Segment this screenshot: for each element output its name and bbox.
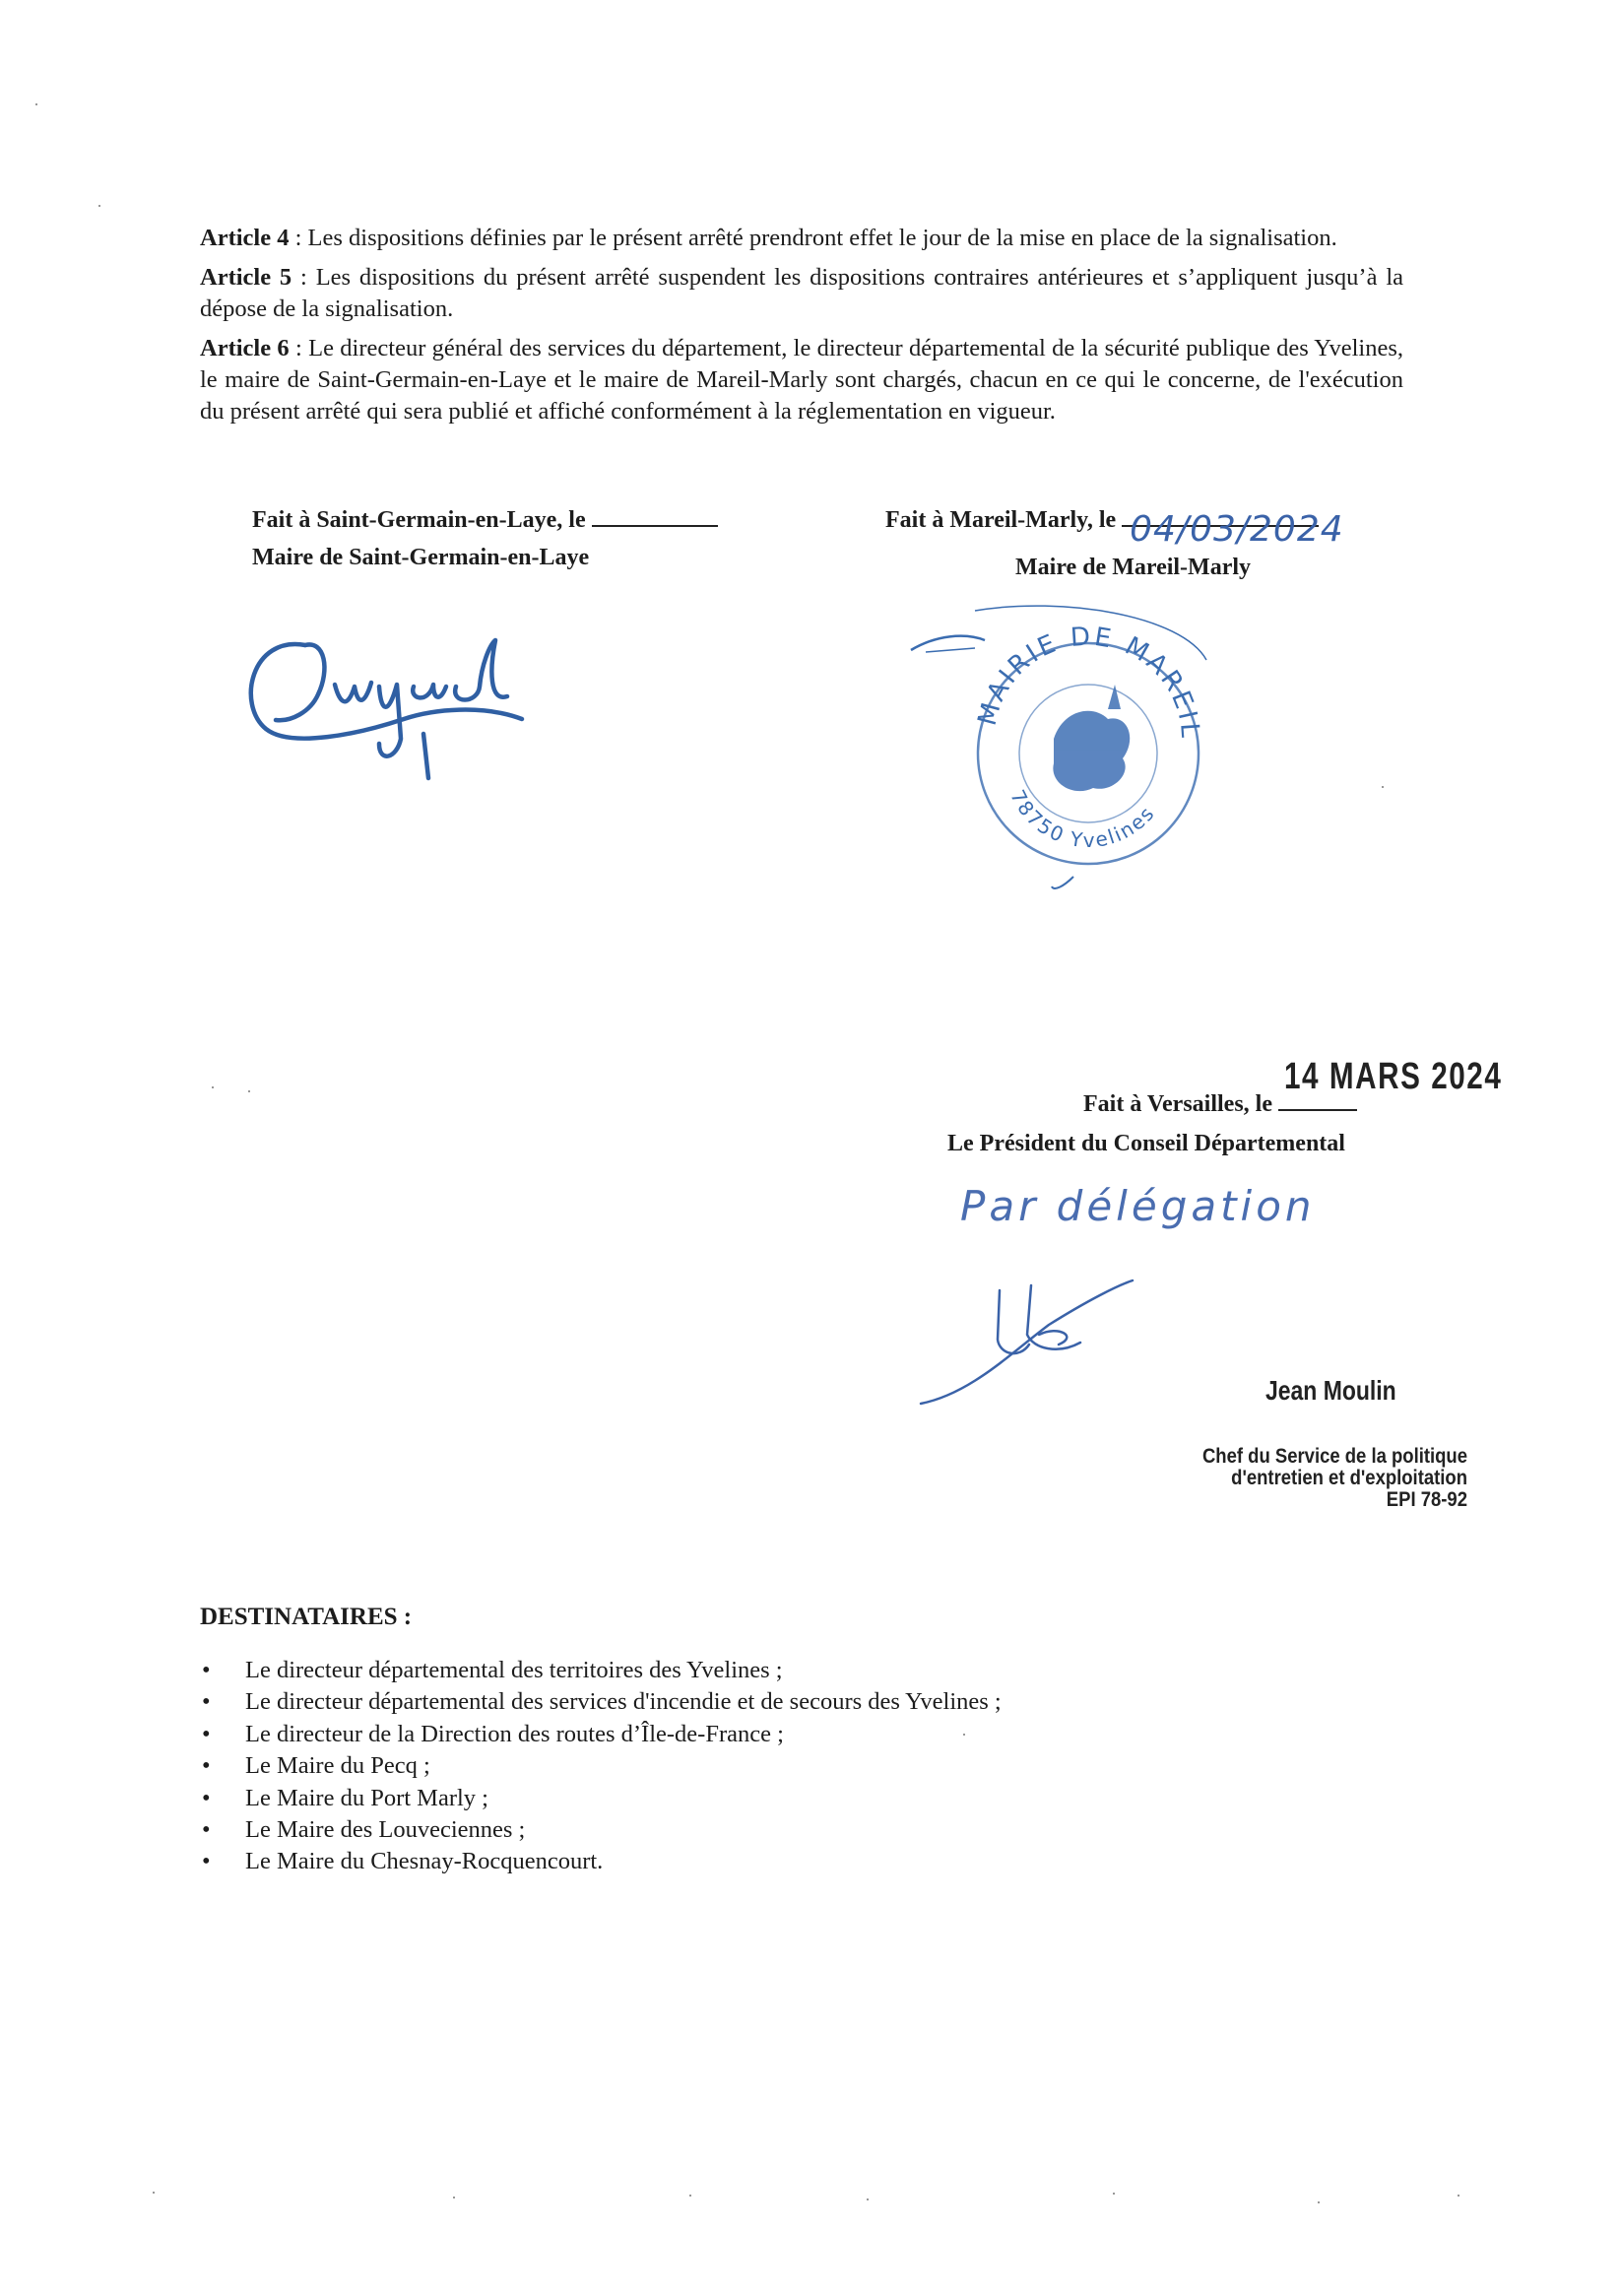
scan-speck [867, 2198, 869, 2200]
article-text: : Les dispositions définies par le présent arrêté prendront effet le jour de la mise en place de la signalisation. [289, 225, 1337, 251]
article-label: Article 6 [200, 335, 290, 361]
scan-speck [453, 2197, 455, 2198]
scan-speck [153, 2192, 155, 2194]
scan-speck [212, 1086, 214, 1088]
article-text: : Le directeur général des services du département, le directeur départemental de la sécurité publique des Yvelines, le maire de Saint-Germain-en-Laye et le maire de Mareil-Marly sont chargés, chacun en ce qui le concerne, de l'exécution du présent arrêté qui sera publié et affiché conformément à la réglementation en vigueur. [200, 335, 1403, 425]
list-item: • Le Maire du Chesnay-Rocquencourt. [200, 1846, 1002, 1877]
scan-speck [98, 205, 100, 207]
articles-section [200, 223, 1403, 435]
mareil-marly-place-line [885, 507, 1344, 550]
article-text: : Les dispositions du présent arrêté suspendent les dispositions contraires antérieures et s’appliquent jusqu’à la dépose de la signalisation. [200, 264, 1403, 322]
scan-speck [35, 103, 37, 105]
destinataires-title: DESTINATAIRES : [200, 1604, 413, 1630]
scan-speck [248, 1090, 250, 1092]
versailles-title: Le Président du Conseil Départemental [947, 1131, 1345, 1156]
saint-germain-signature [231, 625, 556, 783]
list-item: • Le directeur départemental des services d'incendie et de secours des Yvelines ; [200, 1686, 1002, 1718]
saint-germain-place-line [252, 507, 718, 534]
list-item: • Le Maire du Pecq ; [200, 1750, 1002, 1782]
article-5 [200, 262, 1403, 325]
scan-speck [1318, 2201, 1320, 2203]
mareil-marly-place: Fait à Mareil-Marly, le [885, 507, 1117, 533]
mareil-marly-title: Maire de Mareil-Marly [1015, 555, 1252, 580]
scan-speck [1458, 2195, 1459, 2197]
saint-germain-place: Fait à Saint-Germain-en-Laye, le [252, 507, 586, 533]
article-label: Article 4 [200, 225, 290, 251]
list-item: • Le Maire des Louveciennes ; [200, 1814, 1002, 1846]
signer-name: Jean Moulin [1265, 1375, 1396, 1406]
versailles-place-line [1083, 1091, 1357, 1118]
scan-speck [963, 1734, 965, 1736]
signer-title-line: d'entretien et d'exploitation [1231, 1467, 1467, 1489]
scan-speck [1113, 2193, 1115, 2195]
article-label: Article 5 [200, 264, 292, 291]
destinataires-list [200, 1655, 1002, 1878]
saint-germain-title: Maire de Saint-Germain-en-Laye [252, 545, 590, 570]
versailles-place: Fait à Versailles, le [1083, 1091, 1272, 1117]
handwritten-delegation-note: Par délégation [960, 1182, 1316, 1230]
scan-speck [689, 2195, 691, 2197]
stamp-bottom-text: 78750 Yvelines [1005, 785, 1160, 853]
received-date-stamp: 14 MARS 2024 [1284, 1056, 1503, 1097]
handwritten-date: 04/03/2024 [1130, 509, 1344, 550]
article-6 [200, 333, 1403, 427]
scan-speck [1382, 786, 1384, 788]
list-item: • Le directeur de la Direction des routes d’Île-de-France ; [200, 1719, 1002, 1750]
signer-title-line: Chef du Service de la politique [1201, 1445, 1467, 1468]
signer-title [1155, 1446, 1467, 1511]
list-item: • Le Maire du Port Marly ; [200, 1783, 1002, 1814]
date-blank [1278, 1109, 1357, 1111]
signer-title-line: EPI 78-92 [1386, 1488, 1467, 1511]
date-blank [1122, 509, 1344, 550]
list-item: • Le directeur départemental des territoires des Yvelines ; [200, 1655, 1002, 1686]
versailles-signature [911, 1266, 1147, 1413]
stamp-top-text: MAIRIE DE MAREIL-MARLY [893, 568, 1205, 742]
article-4 [200, 223, 1403, 254]
mareil-marly-stamp [893, 568, 1320, 906]
date-blank [592, 525, 718, 527]
